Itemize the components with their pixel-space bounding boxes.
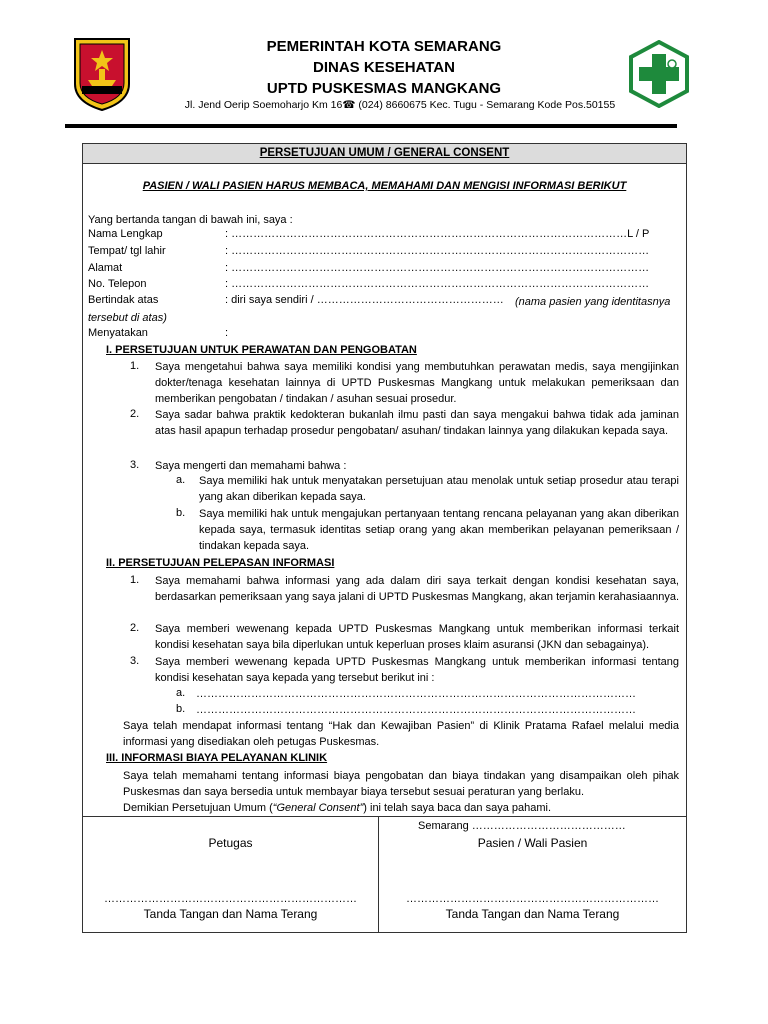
s3-closing	[123, 800, 679, 816]
field-label-ttl: Tempat/ tgl lahir	[88, 245, 166, 257]
letterhead-unit: UPTD PUSKESMAS MANGKANG	[266, 80, 502, 97]
section-1-heading: I. PERSETUJUAN UNTUK PERAWATAN DAN PENGOBATAN	[106, 344, 417, 356]
s1-sub-a-num: a.	[176, 474, 186, 486]
bertindak-note-cont: tersebut di atas)	[88, 312, 167, 324]
s1-item-2-text: Saya sadar bahwa praktik kedokteran bukanlah ilmu pasti dan saya mengakui bahwa tidak ada jaminan atas hasil apapun terhadap prosedur pengobatan/ asuhan/ tindakan lainnya yang dilakukan kepada saya.	[155, 409, 679, 437]
section-2-heading: II. PERSETUJUAN PELEPASAN INFORMASI	[106, 557, 335, 569]
letterhead-agency: DINAS KESEHATAN	[313, 59, 455, 76]
letterhead-government: PEMERINTAH KOTA SEMARANG	[266, 38, 502, 55]
s1-sub-b-num: b.	[176, 507, 186, 519]
s2-sub-a-field[interactable]: …………………………………………………………………………………………………………	[196, 688, 636, 700]
s3-closing-em: “General Consent”	[272, 802, 364, 814]
signature-right-caption: Tanda Tangan dan Nama Terang	[445, 907, 620, 921]
field-alamat[interactable]: : ……………………………………………………………………………………………………	[225, 262, 650, 274]
field-no-telepon[interactable]: : ……………………………………………………………………………………………………	[225, 278, 650, 290]
section-3-heading: III. INFORMASI BIAYA PELAYANAN KLINIK	[106, 752, 328, 764]
s2-item-2-num: 2.	[130, 622, 140, 634]
s3-closing-pre: Demikian Persetujuan Umum (	[123, 802, 273, 814]
s1-item-3-text: Saya mengerti dan memahami bahwa :	[155, 460, 347, 472]
field-label-nama: Nama Lengkap	[88, 228, 163, 240]
field-label-telepon: No. Telepon	[88, 278, 147, 290]
bertindak-note: (nama pasien yang identitasnya	[515, 296, 671, 308]
s2-sub-b-field[interactable]: …………………………………………………………………………………………………………	[196, 704, 636, 716]
s2-item-1-text: Saya memahami bahwa informasi yang ada dalam diri saya terkait dengan kondisi kesehatan saya, berdasarkan pemeriksaan yang saya jalani di UPTD Puskesmas Mangkang, akan terjamin kerahasiaannya.	[155, 575, 679, 603]
s1-item-2-num: 2.	[130, 408, 140, 420]
s1-sub-a-text: Saya memiliki hak untuk menyatakan persetujuan atau menolak untuk setiap prosedur atau terapi yang akan diberikan kepada saya.	[199, 475, 679, 503]
s2-sub-a-num: a.	[176, 687, 186, 699]
s2-item-1-num: 1.	[130, 574, 140, 586]
s1-item-3-num: 3.	[130, 459, 140, 471]
field-label-alamat: Alamat	[88, 262, 123, 274]
s1-sub-b-text: Saya memiliki hak untuk mengajukan pertanyaan tentang rencana pelayanan yang akan diberikan kepada saya, termasuk identitas setiap orang yang akan memberikan pelayanan pemeriksaan / tindakan kepada saya.	[199, 508, 679, 552]
signature-left-line[interactable]: ……………………………………………………………	[104, 893, 357, 905]
form-title: PERSETUJUAN UMUM / GENERAL CONSENT	[83, 144, 686, 164]
s2-item-3-num: 3.	[130, 655, 140, 667]
field-tempat-tgl-lahir[interactable]: : ……………………………………………………………………………………………………	[225, 245, 650, 257]
letterhead-address: Jl. Jend Oerip Soemoharjo Km 16☎ (024) 8660675 Kec. Tugu - Semarang Kode Pos.50155	[184, 99, 616, 111]
field-nama-lengkap[interactable]: : ………………………………………………………………………………………………L / P	[225, 228, 650, 240]
field-label-menyatakan: Menyatakan	[88, 327, 148, 339]
signature-right-role: Pasien / Wali Pasien	[477, 836, 588, 850]
s3-text: Saya telah memahami tentang informasi biaya pengobatan dan biaya tindakan yang disampaikan oleh pihak Puskesmas dan saya bersedia untuk membayar biaya tersebut sesuai peraturan yang berlaku.	[123, 770, 679, 798]
field-menyatakan: :	[225, 327, 229, 339]
field-label-bertindak: Bertindak atas	[88, 294, 159, 306]
s1-item-1-num: 1.	[130, 360, 140, 372]
signature-left-role: Petugas	[208, 836, 253, 850]
signature-place-date[interactable]: Semarang ……………………………………	[418, 820, 626, 832]
s2-item-2-text: Saya memberi wewenang kepada UPTD Puskesmas Mangkang untuk memberikan informasi terkait kondisi kesehatan saya bila diperlukan untuk keperluan proses klaim asuransi (JKN dan sebagainya).	[155, 623, 679, 651]
letterhead-divider	[65, 124, 677, 128]
s2-note: Saya telah mendapat informasi tentang “Hak dan Kewajiban Pasien” di Klinik Pratama Rafael melalui media informasi yang disediakan oleh petugas Puskesmas.	[123, 720, 679, 748]
form-intro: Yang bertanda tangan di bawah ini, saya :	[88, 214, 293, 226]
s2-item-3-text: Saya memberi wewenang kepada UPTD Puskesmas Mangkang untuk memberikan informasi tentang kondisi kesehatan saya kepada yang tersebut berikut ini :	[155, 656, 679, 684]
s3-closing-post: ) ini telah saya baca dan saya pahami.	[363, 802, 552, 814]
field-bertindak-atas[interactable]: : diri saya sendiri / ……………………………………………	[225, 294, 504, 306]
signature-right-line[interactable]: ……………………………………………………………	[406, 893, 659, 905]
s2-sub-b-num: b.	[176, 703, 186, 715]
s1-item-1-text: Saya mengetahui bahwa saya memiliki kondisi yang membutuhkan perawatan medis, saya mengijinkan dokter/tenaga kesehatan lainnya di UPTD Puskesmas Mangkang untuk melakukan pemeriksaan dan memberikan pengobatan / tindakan / asuhan sesuai prosedur.	[155, 361, 679, 405]
form-subtitle: PASIEN / WALI PASIEN HARUS MEMBACA, MEMAHAMI DAN MENGISI INFORMASI BERIKUT	[142, 180, 627, 192]
signature-left-caption: Tanda Tangan dan Nama Terang	[143, 907, 318, 921]
